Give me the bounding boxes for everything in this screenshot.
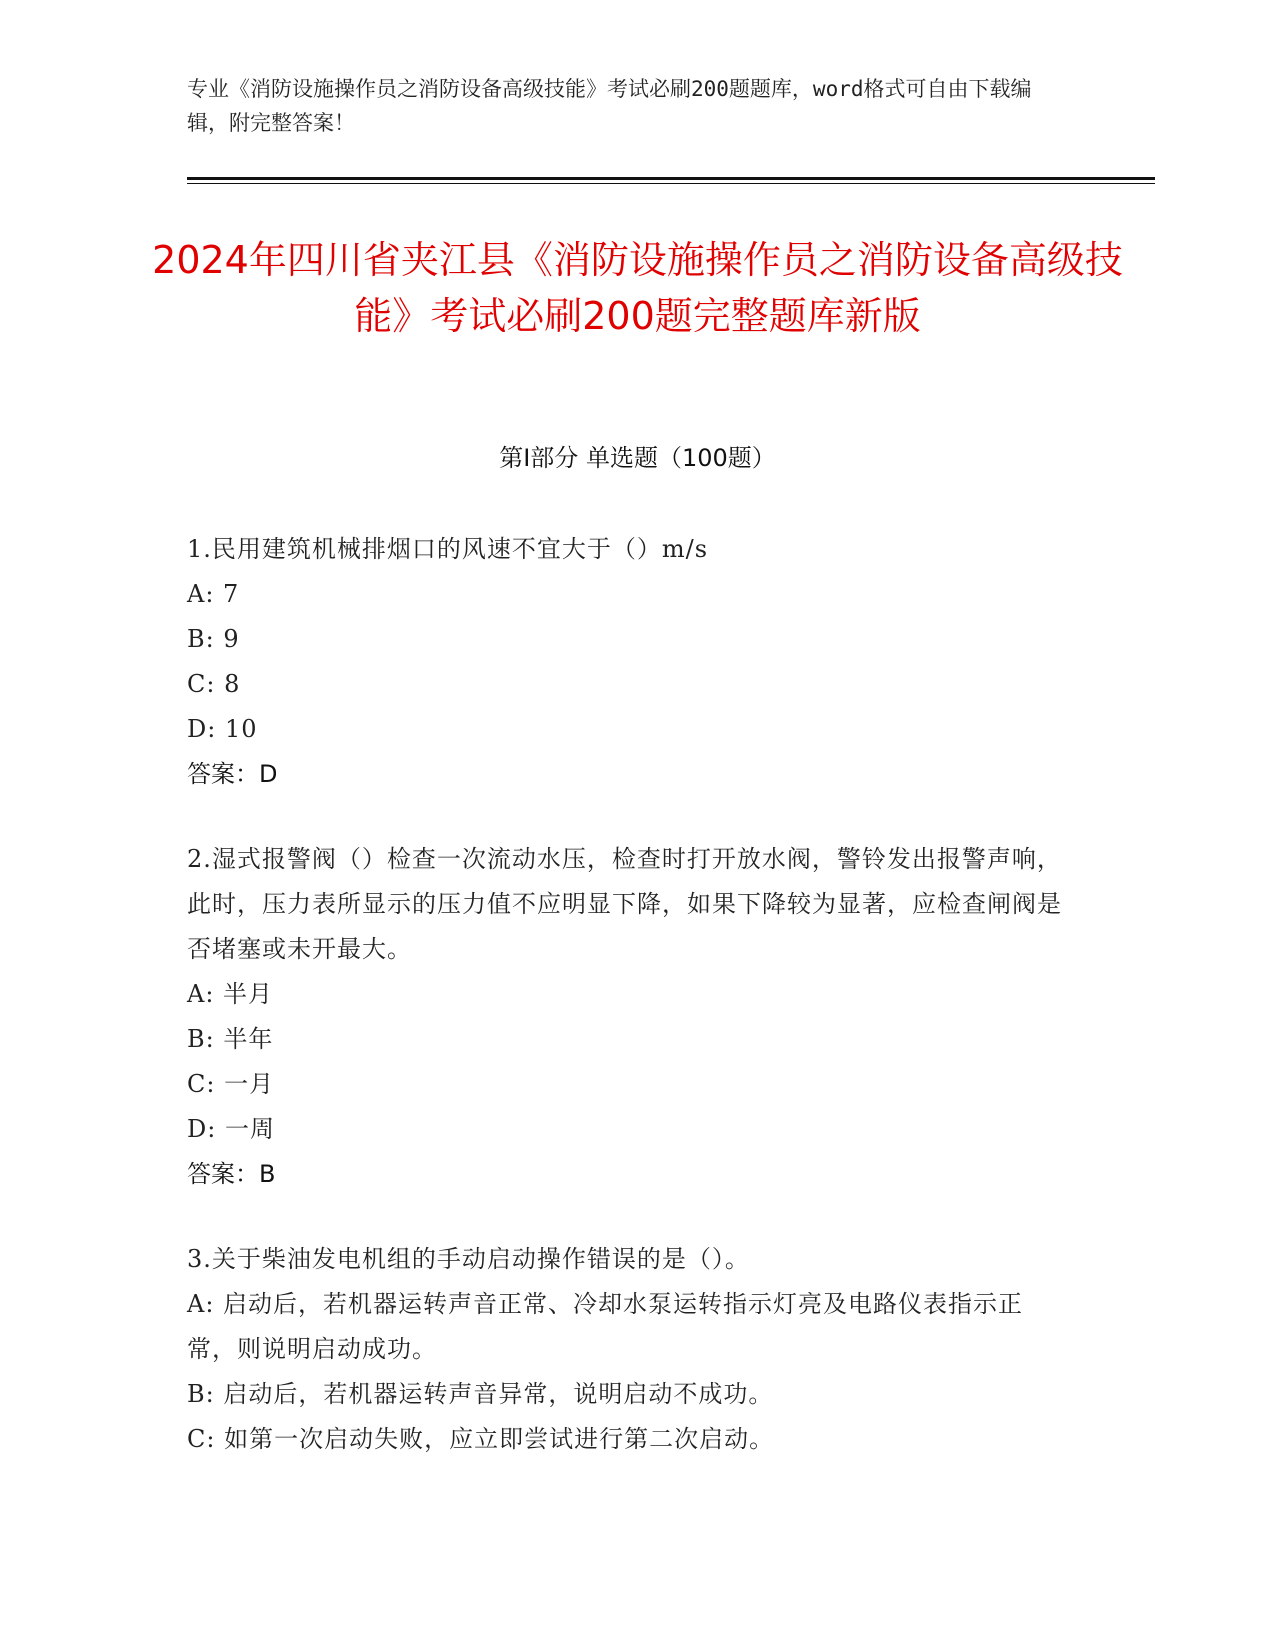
- option-b: B: 9: [187, 625, 240, 653]
- question-3: [187, 1237, 1067, 1462]
- option-d: D: 一周: [187, 1115, 275, 1143]
- option-b: B: 半年: [187, 1025, 274, 1053]
- answer: 答案：B: [187, 1160, 276, 1188]
- option-b: B: 启动后，若机器运转声音异常，说明启动不成功。: [187, 1380, 774, 1408]
- question-stem: 1.民用建筑机械排烟口的风速不宜大于（）m/s: [187, 535, 709, 563]
- answer: 答案：D: [187, 760, 278, 788]
- option-a: A: 启动后，若机器运转声音正常、冷却水泵运转指示灯亮及电路仪表指示正常，则说明启动成功。: [187, 1290, 1024, 1363]
- option-a: A: 7: [187, 580, 240, 608]
- question-stem: 3.关于柴油发电机组的手动启动操作错误的是（）。: [187, 1245, 750, 1273]
- option-c: C: 一月: [187, 1070, 275, 1098]
- header-divider-thin: [187, 183, 1155, 184]
- question-list: [187, 527, 1067, 1502]
- header-divider-thick: [187, 177, 1155, 180]
- option-c: C: 如第一次启动失败，应立即尝试进行第二次启动。: [187, 1425, 775, 1453]
- question-2: [187, 837, 1067, 1197]
- section-title: 第I部分 单选题（100题）: [499, 444, 776, 472]
- option-a: A: 半月: [187, 980, 274, 1008]
- header-note: 专业《消防设施操作员之消防设备高级技能》考试必刷200题题库，word格式可自由下载编辑，附完整答案！: [187, 77, 1032, 135]
- question-stem: 2.湿式报警阀（）检查一次流动水压，检查时打开放水阀，警铃发出报警声响，此时，压力表所显示的压力值不应明显下降，如果下降较为显著，应检查闸阀是否堵塞或未开最大。: [187, 845, 1062, 963]
- question-1: [187, 527, 1067, 797]
- option-c: C: 8: [187, 670, 241, 698]
- document-title: 2024年四川省夹江县《消防设施操作员之消防设备高级技能》考试必刷200题完整题库新版: [152, 238, 1123, 338]
- option-d: D: 10: [187, 715, 258, 743]
